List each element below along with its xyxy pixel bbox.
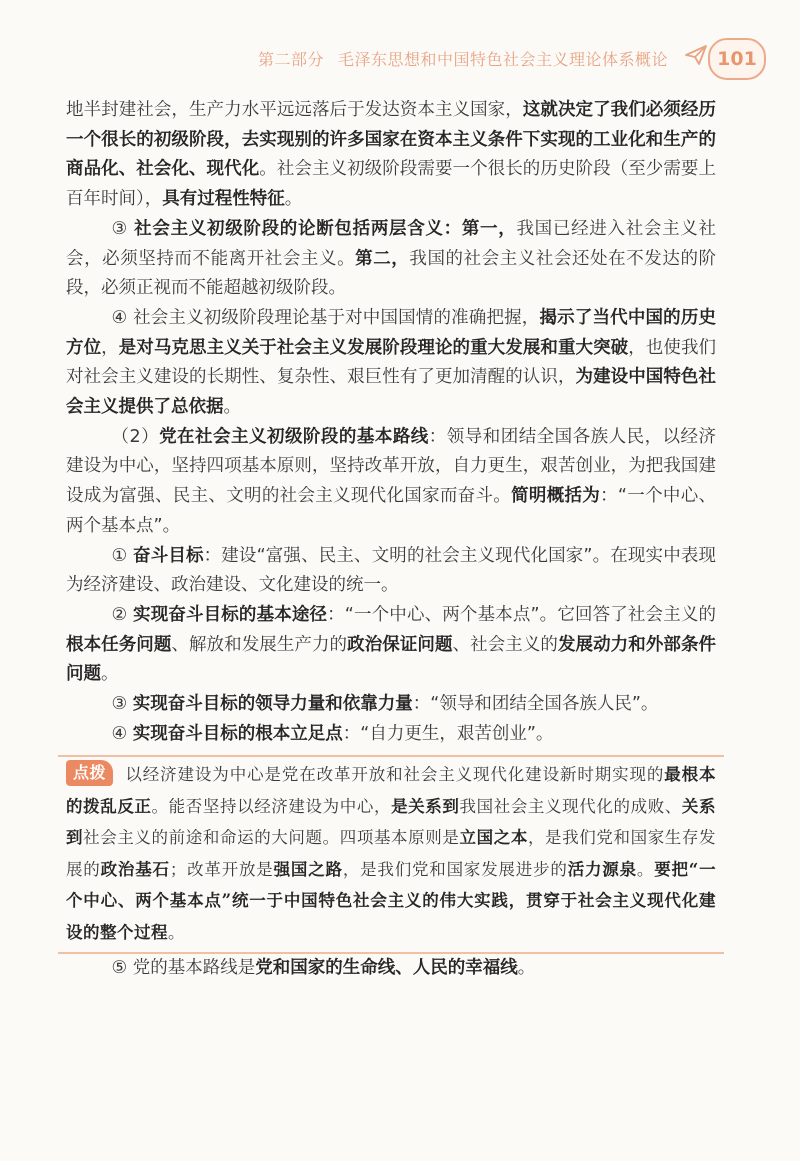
text: ：领导和团结全国各族人民，以经济建设为中心，坚持四项基本原则，坚持改革开放，自力更生，艰苦创业，为把我国建设成为富强、民主、文明的社会主义现代化国家而奋斗。 — [66, 426, 717, 507]
paragraph — [66, 542, 716, 601]
emphasis: 简明概括为 — [511, 486, 601, 507]
emphasis: 实现奋斗目标的基本途径 — [133, 604, 328, 625]
emphasis: 立国之本 — [459, 828, 528, 848]
emphasis: 揭示了当代中国的历史方位 — [66, 307, 717, 358]
tip-box — [58, 755, 724, 954]
text: （2） — [111, 426, 160, 447]
text: 以经济建设为中心是党在改革开放和社会主义现代化建设新时期实现的 — [125, 765, 665, 785]
text: 我国的社会主义社会还处在不发达的阶段，必须正视而不能超越初级阶段。 — [66, 248, 717, 299]
emphasis: 活力源泉 — [567, 859, 637, 879]
text: ：“一个中心、两个基本点”。 — [66, 486, 717, 536]
page-header — [0, 30, 800, 86]
text: 、解放和发展生产力的 — [171, 634, 348, 655]
text: ，是我们党和国家发展进步的 — [342, 859, 568, 879]
emphasis: 为建设中国特色社会主义提供了总依据 — [66, 367, 717, 418]
emphasis: 具有过程性特征 — [162, 189, 285, 210]
text: ② — [111, 604, 134, 625]
text: ：建设“富强、民主、文明的社会主义现代化国家”。在现实中表现为经济建设、政治建设、文化建设的统一。 — [66, 545, 716, 596]
text: 。能否坚持以经济建设为中心， — [151, 796, 392, 816]
running-head — [258, 47, 668, 70]
emphasis: 强国之路 — [273, 859, 343, 879]
paragraph — [66, 954, 716, 984]
paragraph — [66, 601, 716, 690]
paragraph — [66, 304, 716, 423]
emphasis: 政治基石 — [100, 859, 170, 879]
paragraph — [66, 720, 716, 750]
text: 。 — [284, 189, 303, 210]
page-body — [66, 96, 716, 984]
emphasis: 要把“一个中心、两个基本点”统一于中国特色社会主义的伟大实践，贯穿于社会主义现代化建设的整个过程 — [66, 859, 717, 942]
emphasis: 发展动力和外部条件问题 — [66, 634, 717, 685]
tip-text — [66, 759, 716, 948]
emphasis: 政治保证问题 — [347, 634, 453, 655]
text: 。 — [636, 859, 655, 879]
text: ① — [111, 545, 134, 566]
paragraph — [66, 690, 716, 720]
emphasis: 党和国家的生命线、人民的幸福线 — [255, 958, 518, 979]
section-title: 毛泽东思想和中国特色社会主义理论体系概论 — [337, 50, 668, 69]
tip-tag: 点拨 — [66, 760, 113, 786]
text: 。 — [101, 664, 119, 685]
text: 社会主义的前途和命运的大问题。四项基本原则是 — [83, 828, 460, 848]
text: ③ — [111, 694, 133, 715]
text: ：“领导和团结全国各族人民”。 — [412, 694, 659, 715]
text: 。 — [223, 397, 241, 418]
paper-plane-icon — [684, 44, 708, 66]
part-label: 第二部分 — [257, 50, 324, 69]
text: 地半封建社会，生产力水平远远落后于发达资本主义国家， — [66, 100, 523, 120]
emphasis: 奋斗目标 — [133, 545, 204, 566]
text: ，也使我们对社会主义建设的长期性、复杂性、艰巨性有了更加清醒的认识， — [66, 337, 717, 388]
text: ：“一个中心、两个基本点”。它回答了社会主义的 — [327, 604, 716, 625]
emphasis: 实现奋斗目标的根本立足点 — [132, 723, 343, 744]
text: 。社会主义初级阶段需要一个很长的历史阶段（至少需要上百年时间）， — [66, 159, 716, 210]
text: ：“自力更生，艰苦创业”。 — [342, 723, 554, 744]
page-number: 101 — [708, 38, 766, 80]
text: 、社会主义的 — [452, 634, 558, 655]
text: 我国已经进入社会主义社会，必须坚持而不能离开社会主义。 — [66, 218, 717, 269]
emphasis: 关系到 — [66, 796, 717, 848]
emphasis: 是关系到 — [391, 796, 460, 816]
paragraph — [66, 215, 716, 304]
text: 。 — [517, 958, 536, 979]
text: ，是我们党和国家生存发展的 — [66, 828, 717, 879]
text: ④ — [111, 723, 133, 744]
emphasis: 最根本的拨乱反正 — [66, 765, 717, 816]
emphasis: 根本任务问题 — [66, 634, 172, 655]
emphasis: 第二， — [355, 248, 410, 269]
emphasis: 是对马克思主义关于社会主义发展阶段理论的重大发展和重大突破 — [118, 337, 629, 358]
text: ⑤ 党的基本路线是 — [111, 958, 256, 979]
text: ④ 社会主义初级阶段理论基于对中国国情的准确把握， — [111, 307, 540, 328]
emphasis: 党在社会主义初级阶段的基本路线 — [159, 426, 429, 447]
text: ③ — [111, 218, 135, 239]
text: 。 — [168, 922, 185, 942]
text: ， — [101, 337, 119, 358]
text: 我国社会主义现代化的成败、 — [459, 796, 682, 816]
text: ；改革开放是 — [169, 859, 274, 879]
emphasis: 这就决定了我们必须经历一个很长的初级阶段，去实现别的许多国家在资本主义条件下实现的工业化和生产的商品化、社会化、现代化 — [66, 100, 717, 180]
paragraph — [66, 96, 716, 215]
emphasis: 社会主义初级阶段的论断包括两层含义：第一， — [134, 218, 517, 239]
emphasis: 实现奋斗目标的领导力量和依靠力量 — [132, 694, 413, 715]
paragraph — [66, 423, 716, 542]
